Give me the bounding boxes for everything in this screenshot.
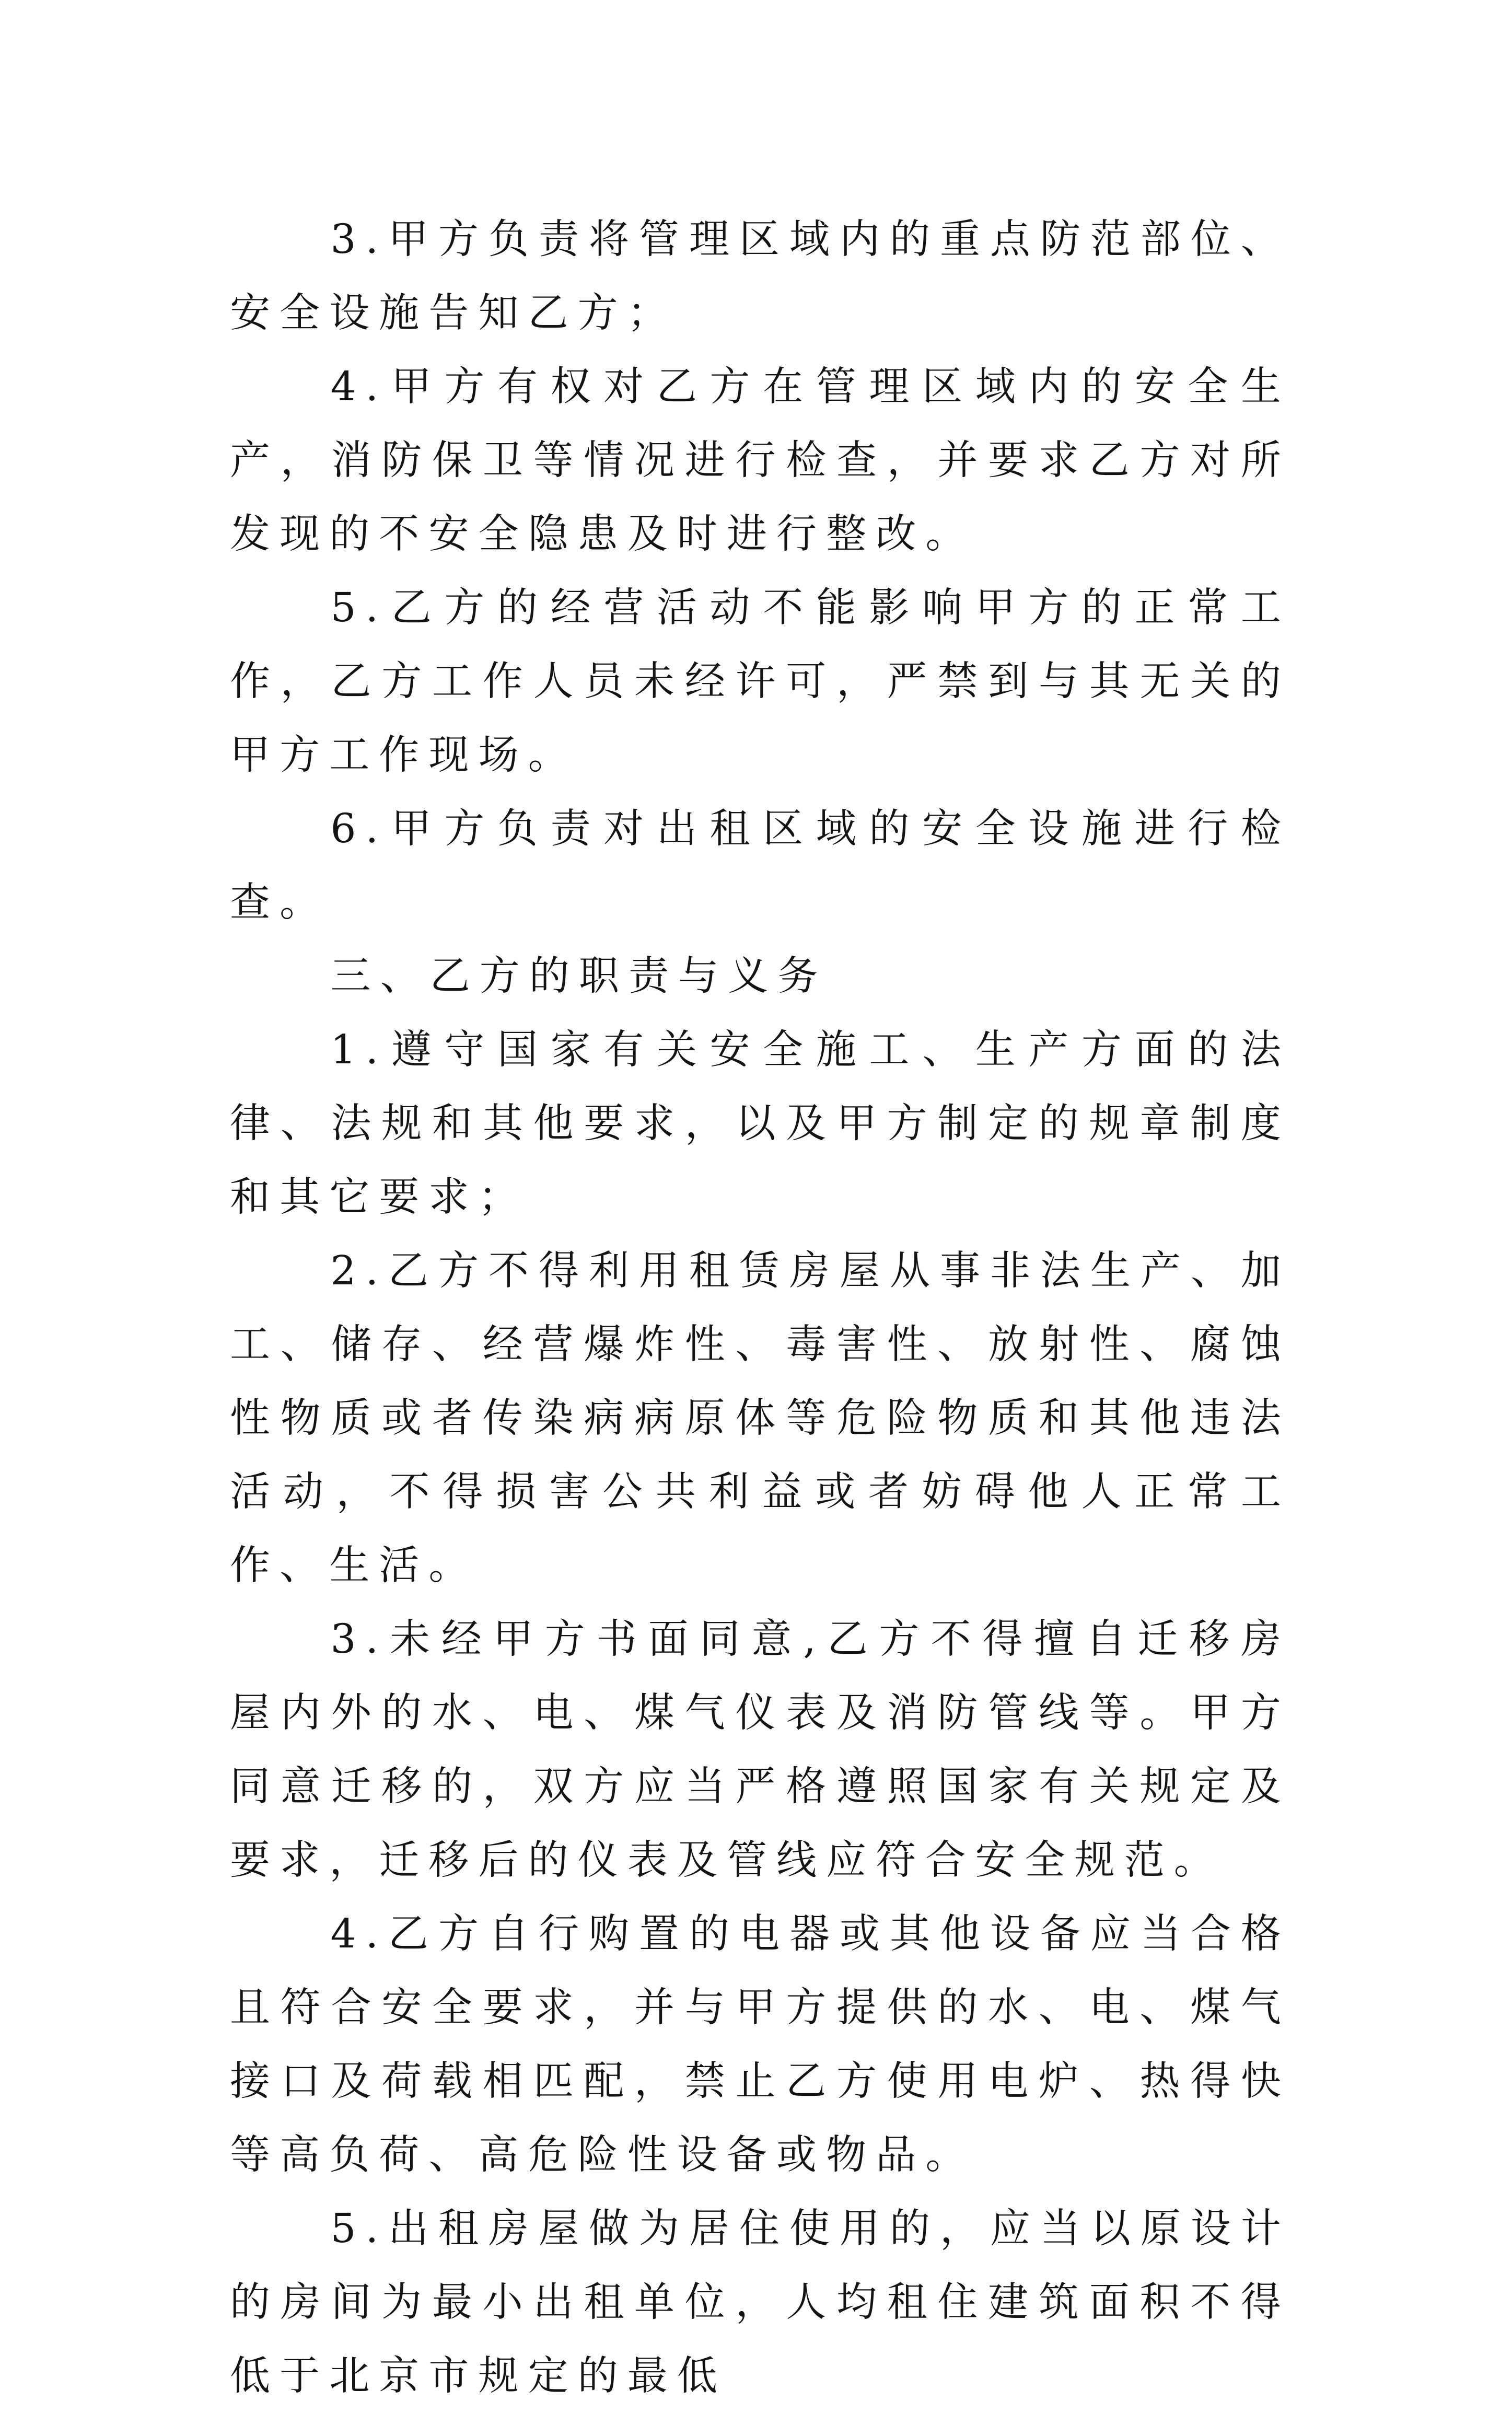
clause-b3-no-relocation: 3.未经甲方书面同意,乙方不得擅自迁移房屋内外的水、电、煤气仪表及消防管线等。甲方同意迁移的，双方应当严格遵照国家有关规定及要求，迁移后的仪表及管线应符合安全规范。: [230, 1616, 1290, 1884]
clause-a3-key-areas: 3.甲方负责将管理区域内的重点防范部位、安全设施告知乙方；: [230, 216, 1290, 337]
clause-b5-residential-use: 5.出租房屋做为居住使用的，应当以原设计的房间为最小出租单位，人均租住建筑面积不得低于北京市规定的最低: [230, 2206, 1290, 2399]
document-body: [230, 203, 1290, 2413]
clause-a4-inspection-right: 4.甲方有权对乙方在管理区域内的安全生产，消防保卫等情况进行检查，并要求乙方对所发现的不安全隐患及时进行整改。: [230, 364, 1290, 558]
clause-b4-equipment: 4.乙方自行购置的电器或其他设备应当合格且符合安全要求，并与甲方提供的水、电、煤气接口及荷载相匹配，禁止乙方使用电炉、热得快等高负荷、高危险性设备或物品。: [230, 1911, 1290, 2178]
section-heading-party-b-duties: 三、乙方的职责与义务: [330, 953, 828, 1000]
clause-b1-compliance: 1.遵守国家有关安全施工、生产方面的法律、法规和其他要求，以及甲方制定的规章制度和其它要求；: [230, 1027, 1290, 1221]
clause-a5-no-interference: 5.乙方的经营活动不能影响甲方的正常工作，乙方工作人员未经许可，严禁到与其无关的甲方工作现场。: [230, 585, 1290, 779]
clause-a6-facility-check: 6.甲方负责对出租区域的安全设施进行检查。: [230, 806, 1290, 926]
clause-b2-illegal-use: 2.乙方不得利用租赁房屋从事非法生产、加工、储存、经营爆炸性、毒害性、放射性、腐蚀性物质或者传染病病原体等危险物质和其他违法活动，不得损害公共利益或者妨碍他人正常工作、生活。: [230, 1248, 1290, 1589]
